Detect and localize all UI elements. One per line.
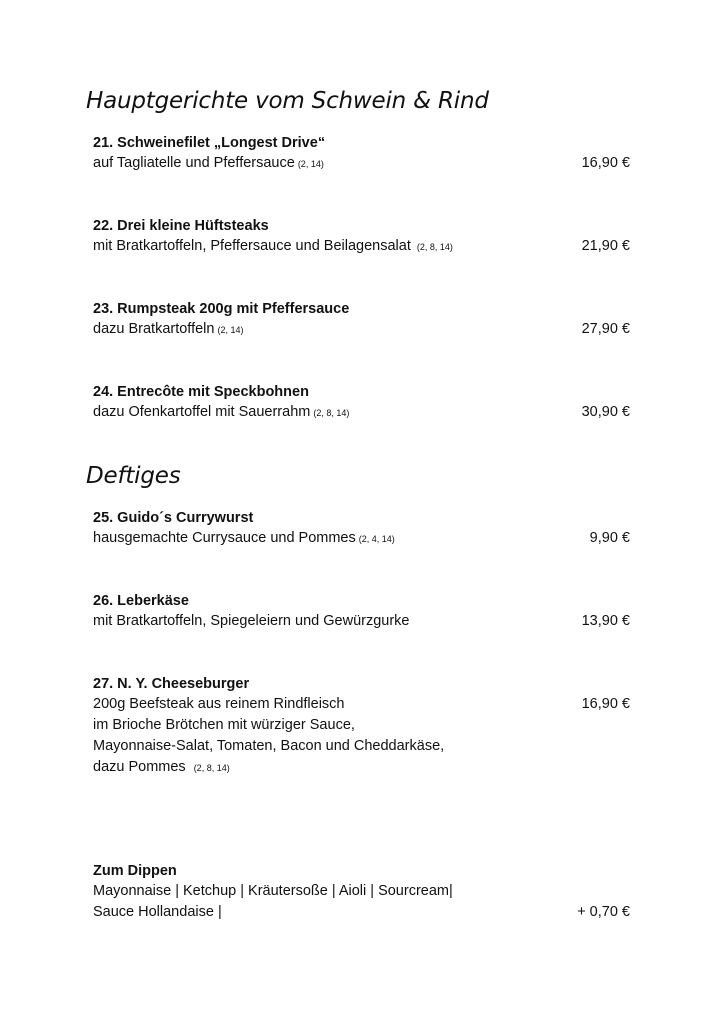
item-description-line: dazu Pommes (2, 8, 14) (93, 759, 230, 775)
menu-item-21 (93, 133, 633, 174)
item-name: 27. N. Y. Cheeseburger (93, 676, 250, 692)
menu-item-27 (93, 674, 633, 778)
item-description: auf Tagliatelle und Pfeffersauce (2, 14) (93, 155, 324, 171)
section-heading-deftiges: Deftiges (86, 463, 181, 489)
menu-item-26 (93, 591, 633, 632)
item-description-line: 200g Beefsteak aus reinem Rindfleisch (93, 696, 345, 712)
item-description: mit Bratkartoffeln, Pfeffersauce und Beilagensalat (2, 8, 14) (93, 238, 453, 254)
item-price: 27,90 € (581, 321, 630, 337)
menu-item-25 (93, 508, 633, 549)
item-name: 26. Leberkäse (93, 593, 189, 609)
item-price: 16,90 € (581, 696, 630, 712)
item-description: dazu Bratkartoffeln (2, 14) (93, 321, 244, 337)
allergen-codes: (2, 8, 14) (416, 242, 453, 252)
item-description-line: Mayonnaise-Salat, Tomaten, Bacon und Cheddarkäse, (93, 738, 445, 754)
item-name: 23. Rumpsteak 200g mit Pfeffersauce (93, 301, 350, 317)
item-name: 24. Entrecôte mit Speckbohnen (93, 384, 309, 400)
allergen-codes: (2, 8, 14) (313, 408, 350, 418)
item-description: mit Bratkartoffeln, Spiegeleiern und Gewürzgurke (93, 613, 410, 629)
item-price: 13,90 € (581, 613, 630, 629)
allergen-codes: (2, 8, 14) (193, 763, 230, 773)
dips-block (93, 861, 633, 923)
item-price: 30,90 € (581, 404, 630, 420)
item-price: 9,90 € (589, 530, 630, 546)
item-price: 16,90 € (581, 155, 630, 171)
menu-item-22 (93, 216, 633, 257)
item-price: 21,90 € (581, 238, 630, 254)
allergen-codes: (2, 4, 14) (358, 534, 395, 544)
allergen-codes: (2, 14) (217, 325, 244, 335)
item-name: 22. Drei kleine Hüftsteaks (93, 218, 269, 234)
item-name: 25. Guido´s Currywurst (93, 510, 254, 526)
dips-options-line: Sauce Hollandaise | (93, 904, 222, 920)
item-description: dazu Ofenkartoffel mit Sauerrahm (2, 8, 14) (93, 404, 350, 420)
menu-item-24 (93, 382, 633, 423)
menu-item-23 (93, 299, 633, 340)
dips-price: + 0,70 € (577, 904, 630, 920)
item-name: 21. Schweinefilet „Longest Drive“ (93, 135, 326, 151)
item-description-line: im Brioche Brötchen mit würziger Sauce, (93, 717, 355, 733)
dips-title: Zum Dippen (93, 863, 177, 879)
allergen-codes: (2, 14) (297, 159, 324, 169)
dips-options-line: Mayonnaise | Ketchup | Kräutersoße | Aioli | Sourcream| (93, 883, 453, 899)
section-heading-hauptgerichte: Hauptgerichte vom Schwein & Rind (86, 88, 489, 114)
item-description: hausgemachte Currysauce und Pommes (2, 4, 14) (93, 530, 395, 546)
